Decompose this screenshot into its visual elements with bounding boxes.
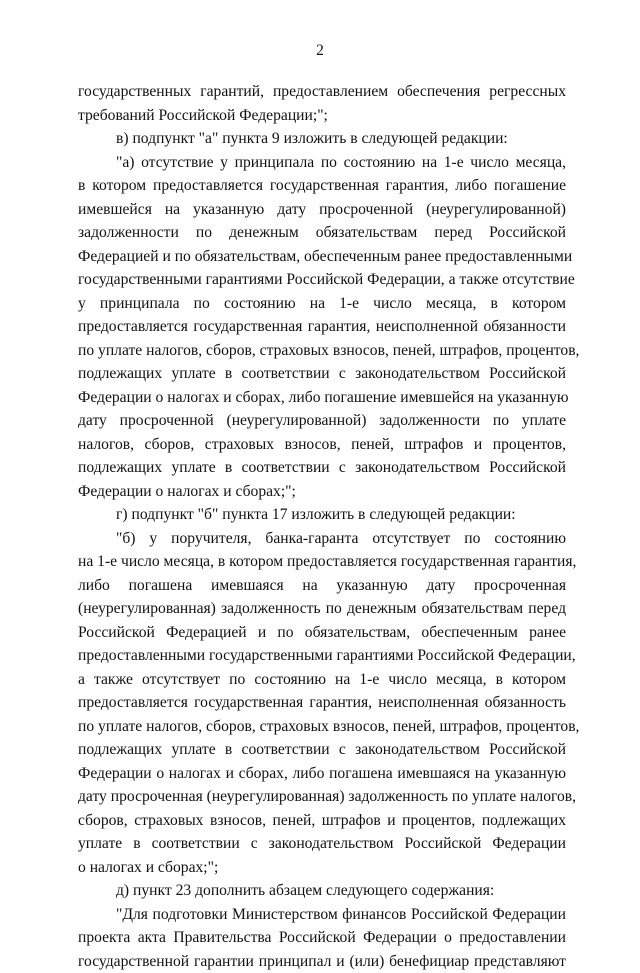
text-line: г) подпункт "б" пункта 17 изложить в следующей редакции: — [78, 503, 566, 527]
text-line: предоставляется государственная гарантия, неисполненной обязанности — [78, 315, 566, 339]
text-line: в) подпункт "а" пункта 9 изложить в следующей редакции: — [78, 127, 566, 151]
text-line: а также отсутствует по состоянию на 1-е число месяца, в котором — [78, 668, 566, 692]
text-line: Федерации о налогах и сборах, либо погашение имевшейся на указанную — [78, 386, 566, 410]
text-line: уплате в соответствии с законодательством Российской Федерации — [78, 832, 566, 856]
document-body — [78, 80, 566, 973]
text-line: либо погашена имевшаяся на указанную дату просроченная — [78, 574, 566, 598]
text-line: дату просроченной (неурегулированной) задолженности по уплате — [78, 409, 566, 433]
text-line: государственными гарантиями Российской Федерации, а также отсутствие — [78, 268, 566, 292]
text-line: по уплате налогов, сборов, страховых взносов, пеней, штрафов, процентов, — [78, 715, 566, 739]
text-line: Федерацией и по обязательствам, обеспеченным ранее предоставленными — [78, 245, 566, 269]
text-line: задолженности по денежным обязательствам перед Российской — [78, 221, 566, 245]
text-line: Федерации о налогах и сборах;"; — [78, 480, 566, 504]
text-line: в котором предоставляется государственная гарантия, либо погашение — [78, 174, 566, 198]
text-line: (неурегулированная) задолженность по денежным обязательствам перед — [78, 597, 566, 621]
text-line: Федерации о налогах и сборах, либо погашена имевшаяся на указанную — [78, 762, 566, 786]
text-line: имевшейся на указанную дату просроченной (неурегулированной) — [78, 198, 566, 222]
text-line: подлежащих уплате в соответствии с законодательством Российской — [78, 738, 566, 762]
text-line: сборов, страховых взносов, пеней, штрафов и процентов, подлежащих — [78, 809, 566, 833]
text-line: у принципала по состоянию на 1-е число месяца, в котором — [78, 292, 566, 316]
text-line: проекта акта Правительства Российской Федерации о предоставлении — [78, 926, 566, 950]
text-line: д) пункт 23 дополнить абзацем следующего содержания: — [78, 879, 566, 903]
text-line: подлежащих уплате в соответствии с законодательством Российской — [78, 456, 566, 480]
text-line: государственной гарантии принципал и (или) бенефициар представляют — [78, 950, 566, 973]
text-line: на 1-е число месяца, в котором предоставляется государственная гарантия, — [78, 550, 566, 574]
text-line: налогов, сборов, страховых взносов, пеней, штрафов и процентов, — [78, 433, 566, 457]
text-line: по уплате налогов, сборов, страховых взносов, пеней, штрафов, процентов, — [78, 339, 566, 363]
text-line: "б) у поручителя, банка-гаранта отсутствует по состоянию — [78, 527, 566, 551]
text-line: предоставленными государственными гарантиями Российской Федерации, — [78, 644, 566, 668]
text-line: государственных гарантий, предоставлением обеспечения регрессных — [78, 80, 566, 104]
text-line: дату просроченная (неурегулированная) задолженность по уплате налогов, — [78, 785, 566, 809]
text-line: требований Российской Федерации;"; — [78, 104, 566, 128]
text-line: предоставляется государственная гарантия, неисполненная обязанность — [78, 691, 566, 715]
text-line: "а) отсутствие у принципала по состоянию на 1-е число месяца, — [78, 151, 566, 175]
text-line: о налогах и сборах;"; — [78, 856, 566, 880]
text-line: Российской Федерацией и по обязательствам, обеспеченным ранее — [78, 621, 566, 645]
page-number: 2 — [0, 41, 640, 61]
text-line: "Для подготовки Министерством финансов Российской Федерации — [78, 903, 566, 927]
text-line: подлежащих уплате в соответствии с законодательством Российской — [78, 362, 566, 386]
